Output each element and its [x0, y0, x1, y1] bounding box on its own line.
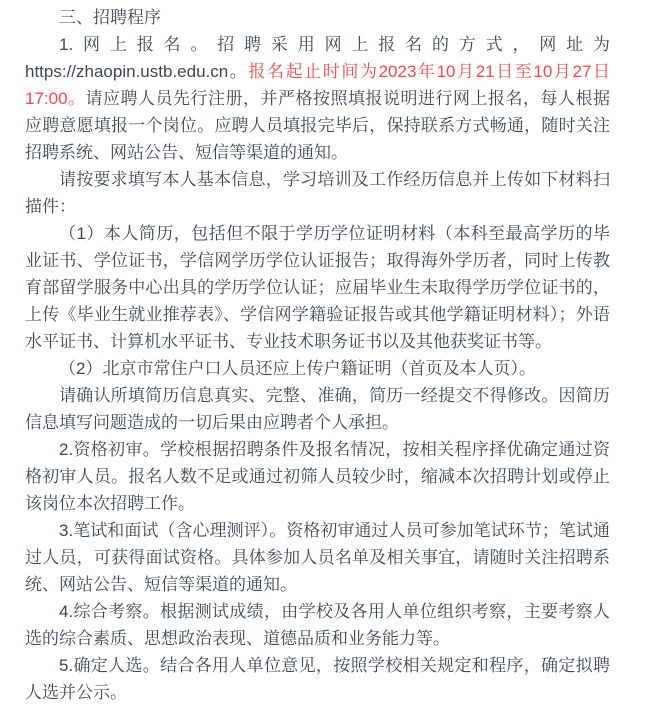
body-text: 4.综合考察。根据测试成绩，由学校及各用人单位组织考察，主要考察人选的综合素质、思想政治表现、道德品质和业务能力等。 — [25, 602, 610, 648]
paragraph-written-test-interview — [25, 517, 610, 598]
paragraph-materials-intro — [25, 166, 610, 220]
highlight-text: 报名起止时间为2023年10月21日至10月27日17:00。 — [25, 62, 610, 108]
body-text: 2.资格初审。学校根据招聘条件及报名情况，按相关程序择优确定通过资格初审人员。报名人数不足或通过初筛人员较少时，缩减本次招聘计划或停止该岗位本次招聘工作。 — [25, 440, 610, 513]
body-text: 请确认所填简历信息真实、完整、准确，简历一经提交不得修改。因简历信息填写问题造成的一切后果由应聘者个人承担。 — [25, 386, 610, 432]
paragraph-material-item-2 — [25, 355, 610, 382]
paragraph-online-registration — [25, 31, 610, 166]
registration-url: https://zhaopin.ustb.edu.cn — [25, 62, 229, 81]
section-heading — [25, 4, 610, 31]
paragraph-resume-confirmation — [25, 382, 610, 436]
body-text: 1.网上报名。招聘采用网上报名的方式，网址为 — [59, 35, 610, 54]
body-text: 5.确定人选。结合各用人单位意见，按照学校相关规定和程序，确定拟聘人选并公示。 — [25, 656, 610, 702]
section-heading-text: 三、招聘程序 — [59, 8, 161, 27]
paragraph-comprehensive-inspection — [25, 598, 610, 652]
paragraph-qualification-review — [25, 436, 610, 517]
body-text: 。 — [228, 62, 249, 81]
body-text: （1）本人简历，包括但不限于学历学位证明材料（本科至最高学历的毕业证书、学位证书，学信网学历学位认证报告；取得海外学历者，同时上传教育部留学服务中心出具的学历学位认证；应届毕业生未取得学历学位证书的，上传《毕业生就业推荐表》、学信网学籍验证报告或其他学籍证明材料）；外语水平证书、计算机水平证书、专业技术职务证书以及其他获奖证书等。 — [25, 224, 610, 351]
body-text: 3.笔试和面试（含心理测评）。资格初审通过人员可参加笔试环节；笔试通过人员，可获得面试资格。具体参加人员名单及相关事宜，请随时关注招聘系统、网站公告、短信等渠道的通知。 — [25, 521, 610, 594]
body-text: 请按要求填写本人基本信息，学习培训及工作经历信息并上传如下材料扫描件： — [25, 170, 610, 216]
document-body — [25, 31, 610, 706]
body-text: （2）北京市常住户口人员还应上传户籍证明（首页及本人页）。 — [59, 359, 536, 378]
paragraph-material-item-1 — [25, 220, 610, 355]
body-text: 请应聘人员先行注册，并严格按照填报说明进行网上报名，每人根据应聘意愿填报一个岗位。应聘人员填报完毕后，保持联系方式畅通，随时关注招聘系统、网站公告、短信等渠道的通知。 — [25, 89, 611, 162]
paragraph-final-selection — [25, 652, 610, 706]
